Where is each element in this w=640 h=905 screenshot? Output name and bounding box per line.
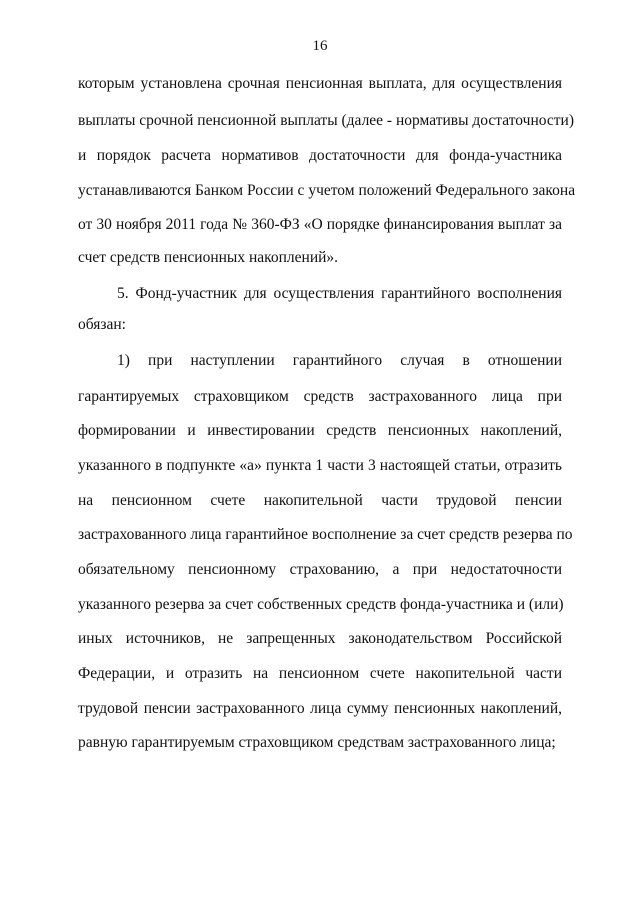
item-1-line-6: застрахованного лица гарантийное восполнение за счет средств резерва по [78, 526, 573, 543]
item-1-line-5: на пенсионном счете накопительной части трудовой пенсии [78, 492, 562, 509]
item-1-line-8: указанного резерва за счет собственных средств фонда-участника и (или) [78, 596, 564, 613]
item-1-line-4: указанного в подпункте «а» пункта 1 части 3 настоящей статьи, отразить [78, 457, 562, 474]
item-1-line-12: равную гарантируемым страховщиком средствам застрахованного лица; [78, 734, 556, 751]
item-1-line-7: обязательному пенсионному страхованию, а при недостаточности [78, 561, 562, 578]
item-1-line-1: 1) при наступлении гарантийного случая в отношении [117, 352, 562, 369]
text-line-5: от 30 ноября 2011 года № 360-ФЗ «О порядке финансирования выплат за [78, 216, 562, 233]
item-1-line-3: формировании и инвестировании средств пенсионных накоплений, [78, 422, 562, 439]
text-line-2: выплаты срочной пенсионной выплаты (далее - нормативы достаточности) [78, 112, 574, 129]
paragraph-5-line-1: 5. Фонд-участник для осуществления гарантийного восполнения [117, 285, 562, 302]
item-1-line-10: Федерации, и отразить на пенсионном счете накопительной части [78, 665, 562, 682]
text-line-3: и порядок расчета нормативов достаточности для фонда-участника [78, 147, 562, 164]
item-1-line-11: трудовой пенсии застрахованного лица сумму пенсионных накоплений, [78, 700, 562, 717]
text-line-6: счет средств пенсионных накоплений». [78, 249, 339, 266]
item-1-line-2: гарантируемых страховщиком средств застрахованного лица при [78, 388, 562, 405]
item-1-line-9: иных источников, не запрещенных законодательством Российской [78, 630, 562, 647]
paragraph-5-line-2: обязан: [78, 316, 126, 333]
text-line-1: которым установлена срочная пенсионная выплата, для осуществления [78, 75, 562, 92]
text-line-4: устанавливаются Банком России с учетом положений Федерального закона [78, 182, 576, 199]
page-number: 16 [312, 38, 328, 54]
